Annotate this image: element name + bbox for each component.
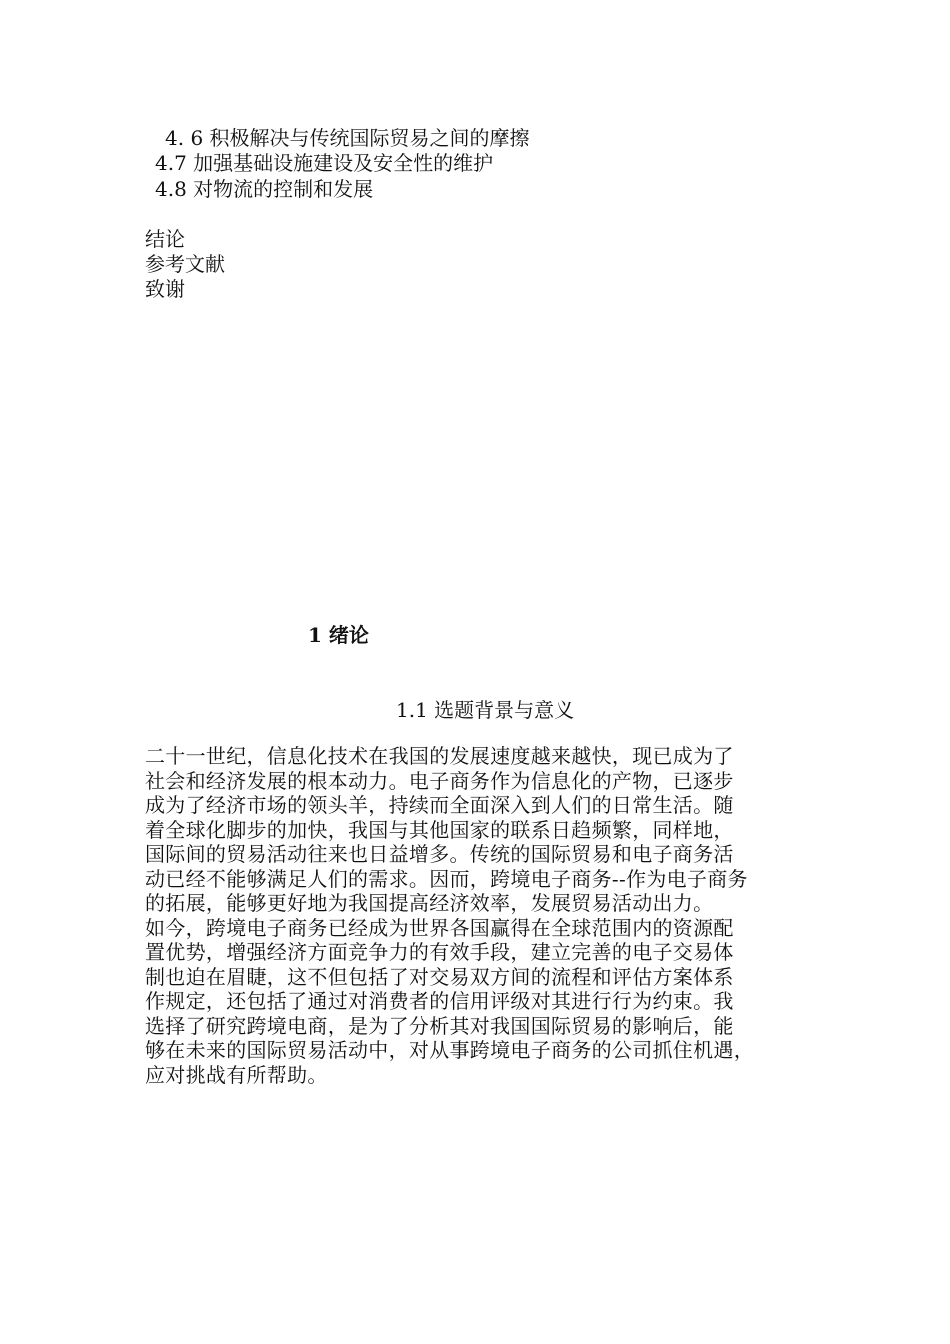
section-title: 1.1 选题背景与意义 [396, 698, 575, 722]
body-line: 够在未来的国际贸易活动中，对从事跨境电子商务的公司抓住机遇， [145, 1038, 754, 1062]
toc-item-references: 参考文献 [145, 252, 225, 276]
chapter-title: 1 绪论 [308, 623, 369, 647]
toc-item-4-7: 4.7 加强基础设施建设及安全性的维护 [155, 151, 494, 175]
body-line: 社会和经济发展的根本动力。电子商务作为信息化的产物，已逐步 [145, 768, 734, 793]
body-line: 动已经不能够满足人们的需求。因而，跨境电子商务--作为电子商务 [145, 866, 748, 891]
toc-item-acknowledgements: 致谢 [145, 277, 185, 301]
body-line: 制也迫在眉睫，这不但包括了对交易双方间的流程和评估方案体系 [145, 964, 734, 989]
body-line: 着全球化脚步的加快，我国与其他国家的联系日趋频繁，同样地， [145, 817, 734, 842]
body-line: 的拓展，能够更好地为我国提高经济效率，发展贸易活动出力。 [145, 891, 714, 915]
body-line: 二十一世纪，信息化技术在我国的发展速度越来越快，现已成为了 [145, 744, 734, 768]
toc-item-4-8: 4.8 对物流的控制和发展 [155, 177, 374, 201]
body-paragraphs [145, 744, 825, 1087]
body-line: 置优势，增强经济方面竞争力的有效手段，建立完善的电子交易体 [145, 940, 734, 964]
body-line: 国际间的贸易活动往来也日益增多。传统的国际贸易和电子商务活 [145, 842, 734, 866]
body-line: 成为了经济市场的领头羊，持续而全面深入到人们的日常生活。随 [145, 793, 734, 817]
body-line: 选择了研究跨境电商，是为了分析其对我国国际贸易的影响后，能 [145, 1013, 734, 1038]
body-line: 应对挑战有所帮助。 [145, 1062, 328, 1087]
body-line: 作规定，还包括了通过对消费者的信用评级对其进行行为约束。我 [145, 989, 734, 1013]
toc-item-conclusion: 结论 [145, 227, 185, 251]
toc-item-4-6: 4. 6 积极解决与传统国际贸易之间的摩擦 [165, 126, 530, 150]
body-line: 如今，跨境电子商务已经成为世界各国赢得在全球范围内的资源配 [145, 915, 734, 940]
